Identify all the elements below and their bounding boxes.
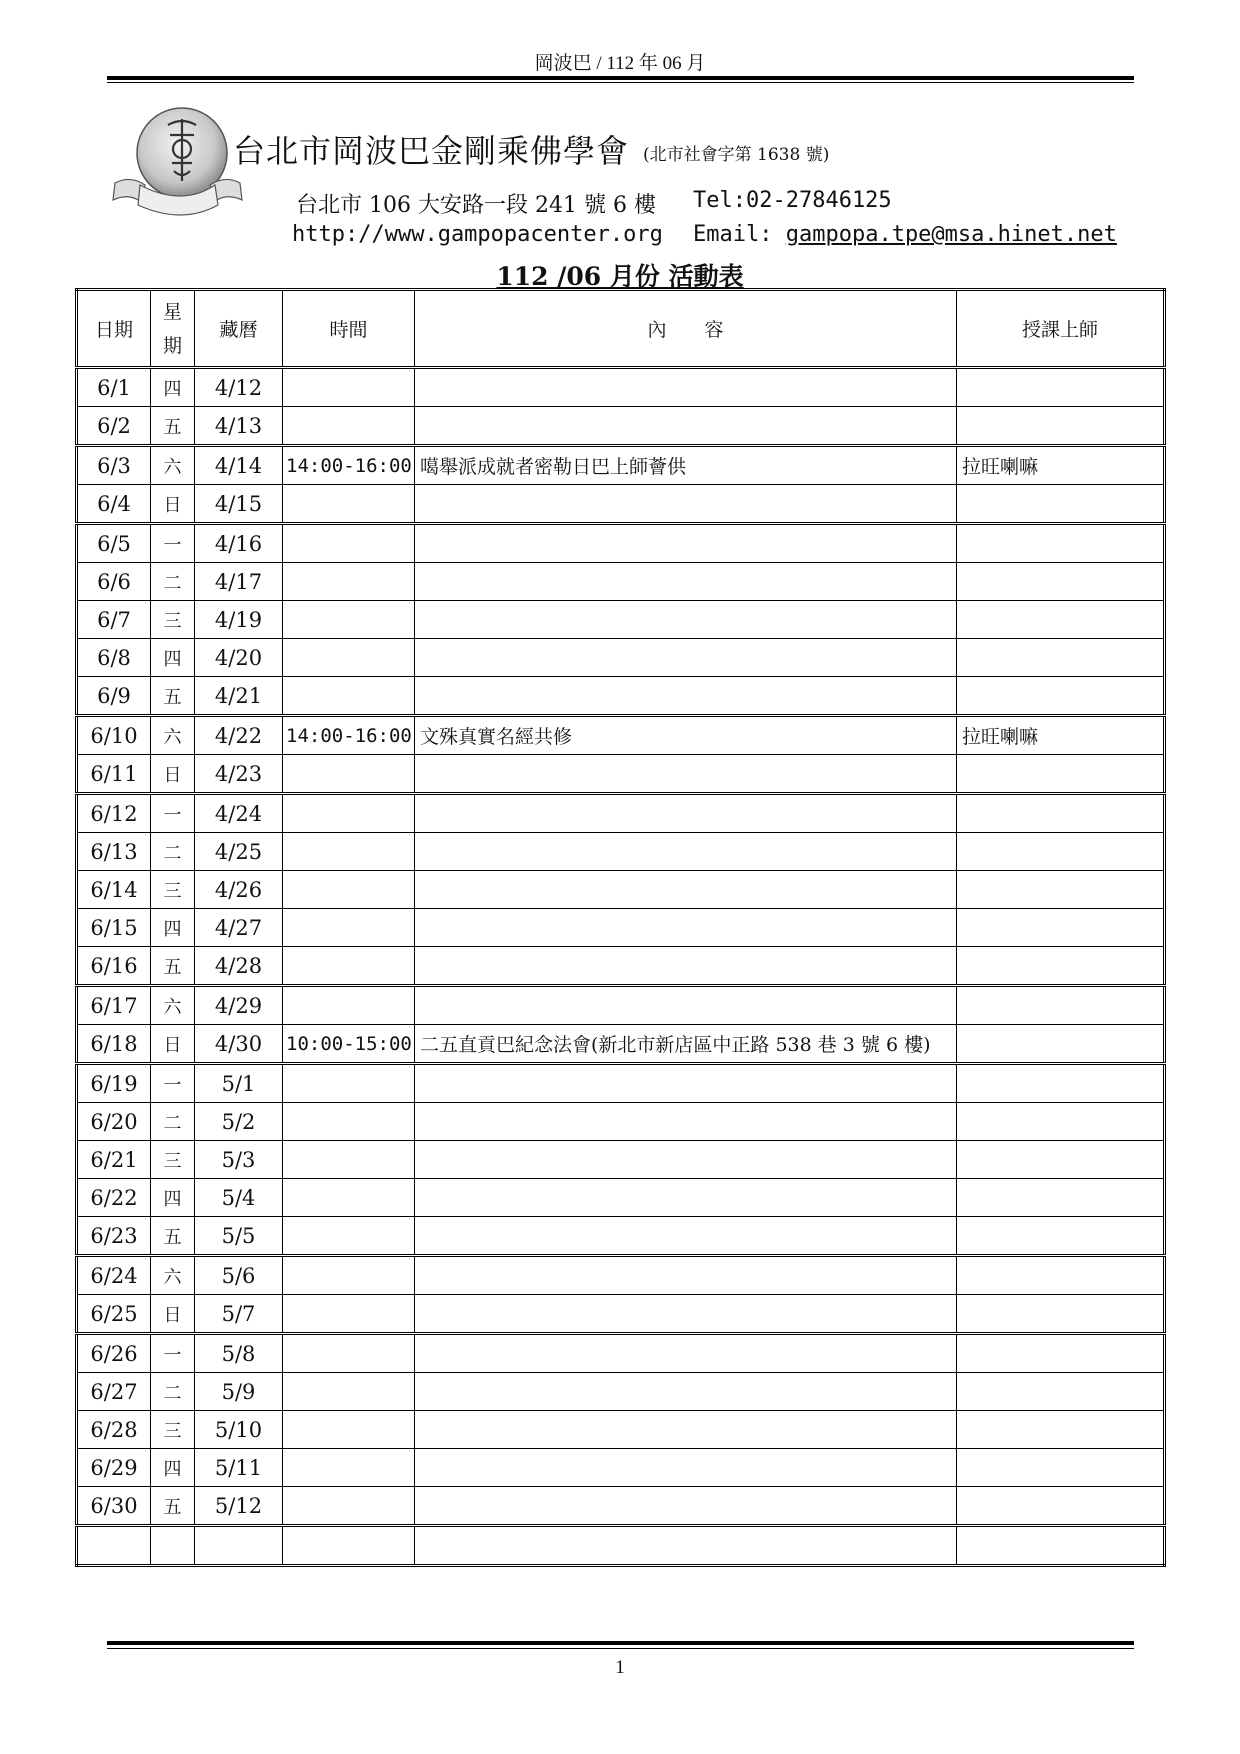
cell-time xyxy=(283,485,415,524)
table-row xyxy=(77,1526,1165,1566)
cell-date: 6/16 xyxy=(77,947,151,986)
cell-content xyxy=(415,833,957,871)
cell-content xyxy=(415,1526,957,1566)
cell-teacher xyxy=(957,1449,1165,1487)
cell-content xyxy=(415,1449,957,1487)
cell-content xyxy=(415,639,957,677)
cell-time xyxy=(283,986,415,1025)
cell-content xyxy=(415,1295,957,1334)
cell-teacher xyxy=(957,1373,1165,1411)
cell-time xyxy=(283,1411,415,1449)
cell-weekday: 二 xyxy=(151,833,195,871)
header-weekday-top: 星 xyxy=(162,300,182,323)
table-row xyxy=(77,986,1165,1025)
cell-date: 6/25 xyxy=(77,1295,151,1334)
cell-content xyxy=(415,563,957,601)
cell-weekday: 日 xyxy=(151,755,195,794)
cell-lunar: 5/5 xyxy=(195,1217,283,1256)
cell-time xyxy=(283,407,415,446)
organization-address: 台北市 106 大安路一段 241 號 6 樓 xyxy=(296,193,656,218)
cell-teacher: 拉旺喇嘛 xyxy=(957,446,1165,485)
cell-teacher xyxy=(957,485,1165,524)
header-time: 時間 xyxy=(283,290,415,368)
cell-lunar: 4/27 xyxy=(195,909,283,947)
cell-content xyxy=(415,1064,957,1103)
cell-content xyxy=(415,1103,957,1141)
cell-weekday: 一 xyxy=(151,524,195,563)
cell-weekday: 二 xyxy=(151,1373,195,1411)
organization-website-link[interactable]: http://www.gampopacenter.org xyxy=(292,222,663,247)
cell-time: 14:00-16:00 xyxy=(283,716,415,755)
cell-content: 文殊真實名經共修 xyxy=(415,716,957,755)
cell-content xyxy=(415,1217,957,1256)
header-rule-thin xyxy=(107,82,1134,83)
cell-date: 6/30 xyxy=(77,1487,151,1526)
table-row xyxy=(77,368,1165,407)
table-row xyxy=(77,1217,1165,1256)
cell-date: 6/7 xyxy=(77,601,151,639)
cell-date: 6/2 xyxy=(77,407,151,446)
email-link[interactable]: gampopa.tpe@msa.hinet.net xyxy=(785,222,1117,247)
table-row xyxy=(77,794,1165,833)
header-rule xyxy=(107,76,1134,80)
cell-weekday: 二 xyxy=(151,563,195,601)
cell-date: 6/24 xyxy=(77,1256,151,1295)
cell-date: 6/27 xyxy=(77,1373,151,1411)
header-lunar: 藏曆 xyxy=(195,290,283,368)
activity-schedule-table xyxy=(75,288,1166,1567)
cell-content xyxy=(415,1411,957,1449)
cell-lunar: 4/30 xyxy=(195,1025,283,1064)
table-row xyxy=(77,1179,1165,1217)
cell-weekday: 四 xyxy=(151,909,195,947)
cell-content xyxy=(415,1373,957,1411)
cell-time xyxy=(283,1334,415,1373)
cell-content xyxy=(415,524,957,563)
cell-lunar: 5/7 xyxy=(195,1295,283,1334)
footer-rule xyxy=(107,1641,1134,1645)
cell-teacher xyxy=(957,794,1165,833)
table-row xyxy=(77,601,1165,639)
cell-weekday: 三 xyxy=(151,871,195,909)
cell-content xyxy=(415,909,957,947)
cell-weekday: 日 xyxy=(151,1025,195,1064)
cell-time xyxy=(283,1449,415,1487)
header-teacher: 授課上師 xyxy=(957,290,1165,368)
cell-teacher: 拉旺喇嘛 xyxy=(957,716,1165,755)
cell-date: 6/10 xyxy=(77,716,151,755)
cell-teacher xyxy=(957,833,1165,871)
table-row xyxy=(77,871,1165,909)
cell-content xyxy=(415,677,957,716)
header-weekday-bottom: 期 xyxy=(162,334,182,357)
cell-lunar: 4/29 xyxy=(195,986,283,1025)
cell-time xyxy=(283,1141,415,1179)
cell-teacher xyxy=(957,1217,1165,1256)
cell-time xyxy=(283,833,415,871)
cell-time xyxy=(283,368,415,407)
header-date: 日期 xyxy=(77,290,151,368)
cell-content xyxy=(415,601,957,639)
running-header: 岡波巴 / 112 年 06 月 xyxy=(534,53,706,74)
cell-content: 噶舉派成就者密勒日巴上師薈供 xyxy=(415,446,957,485)
table-row xyxy=(77,1064,1165,1103)
table-row xyxy=(77,755,1165,794)
cell-lunar: 5/12 xyxy=(195,1487,283,1526)
cell-teacher xyxy=(957,1064,1165,1103)
cell-time xyxy=(283,1064,415,1103)
cell-date: 6/12 xyxy=(77,794,151,833)
cell-date: 6/11 xyxy=(77,755,151,794)
cell-teacher xyxy=(957,986,1165,1025)
cell-teacher xyxy=(957,1487,1165,1526)
table-row xyxy=(77,677,1165,716)
cell-weekday: 四 xyxy=(151,639,195,677)
cell-lunar: 5/4 xyxy=(195,1179,283,1217)
table-row xyxy=(77,1411,1165,1449)
table-row xyxy=(77,639,1165,677)
table-row xyxy=(77,1025,1165,1064)
table-row xyxy=(77,716,1165,755)
cell-weekday xyxy=(151,1526,195,1566)
cell-time xyxy=(283,1295,415,1334)
cell-content xyxy=(415,485,957,524)
organization-email xyxy=(693,222,1117,247)
cell-date: 6/9 xyxy=(77,677,151,716)
cell-date: 6/3 xyxy=(77,446,151,485)
email-label: Email: xyxy=(693,222,773,247)
cell-time xyxy=(283,947,415,986)
cell-date: 6/26 xyxy=(77,1334,151,1373)
cell-time xyxy=(283,1526,415,1566)
cell-lunar: 4/12 xyxy=(195,368,283,407)
table-row xyxy=(77,1449,1165,1487)
cell-time xyxy=(283,524,415,563)
cell-date: 6/22 xyxy=(77,1179,151,1217)
document-title: 112 /06 月份 活動表 xyxy=(496,262,744,291)
organization-tel: Tel:02-27846125 xyxy=(693,188,892,213)
cell-time xyxy=(283,639,415,677)
header-weekday xyxy=(151,290,195,368)
cell-weekday: 四 xyxy=(151,1179,195,1217)
cell-lunar: 5/11 xyxy=(195,1449,283,1487)
cell-lunar: 5/9 xyxy=(195,1373,283,1411)
dharma-seal-logo-icon xyxy=(110,105,245,225)
cell-teacher xyxy=(957,947,1165,986)
table-row xyxy=(77,407,1165,446)
cell-content xyxy=(415,1256,957,1295)
cell-weekday: 六 xyxy=(151,446,195,485)
cell-lunar: 5/6 xyxy=(195,1256,283,1295)
cell-lunar: 4/19 xyxy=(195,601,283,639)
cell-teacher xyxy=(957,1411,1165,1449)
cell-lunar: 4/15 xyxy=(195,485,283,524)
cell-content xyxy=(415,986,957,1025)
cell-date: 6/13 xyxy=(77,833,151,871)
cell-lunar: 4/28 xyxy=(195,947,283,986)
cell-content: 二五直貢巴紀念法會(新北市新店區中正路 538 巷 3 號 6 樓) xyxy=(415,1025,957,1064)
cell-date: 6/23 xyxy=(77,1217,151,1256)
cell-teacher xyxy=(957,524,1165,563)
cell-content xyxy=(415,368,957,407)
cell-lunar: 5/8 xyxy=(195,1334,283,1373)
cell-teacher xyxy=(957,639,1165,677)
cell-time xyxy=(283,871,415,909)
cell-weekday: 三 xyxy=(151,601,195,639)
cell-date: 6/19 xyxy=(77,1064,151,1103)
cell-weekday: 五 xyxy=(151,677,195,716)
table-row xyxy=(77,1487,1165,1526)
cell-time xyxy=(283,1217,415,1256)
cell-teacher xyxy=(957,563,1165,601)
table-header-row xyxy=(77,290,1165,368)
cell-teacher xyxy=(957,1334,1165,1373)
cell-lunar: 4/14 xyxy=(195,446,283,485)
cell-weekday: 四 xyxy=(151,368,195,407)
cell-date: 6/17 xyxy=(77,986,151,1025)
table-row xyxy=(77,909,1165,947)
cell-teacher xyxy=(957,1025,1165,1064)
table-row xyxy=(77,1141,1165,1179)
cell-teacher xyxy=(957,1295,1165,1334)
cell-lunar: 4/24 xyxy=(195,794,283,833)
cell-weekday: 六 xyxy=(151,716,195,755)
cell-time: 10:00-15:00 xyxy=(283,1025,415,1064)
table-row xyxy=(77,947,1165,986)
table-row xyxy=(77,446,1165,485)
cell-date: 6/28 xyxy=(77,1411,151,1449)
cell-time xyxy=(283,794,415,833)
cell-date: 6/5 xyxy=(77,524,151,563)
cell-date: 6/6 xyxy=(77,563,151,601)
cell-time xyxy=(283,601,415,639)
cell-weekday: 三 xyxy=(151,1411,195,1449)
cell-date: 6/14 xyxy=(77,871,151,909)
table-row xyxy=(77,833,1165,871)
cell-lunar: 4/22 xyxy=(195,716,283,755)
cell-time xyxy=(283,755,415,794)
cell-time: 14:00-16:00 xyxy=(283,446,415,485)
table-row xyxy=(77,563,1165,601)
cell-time xyxy=(283,677,415,716)
cell-lunar: 5/3 xyxy=(195,1141,283,1179)
cell-teacher xyxy=(957,601,1165,639)
cell-weekday: 日 xyxy=(151,485,195,524)
table-row xyxy=(77,1334,1165,1373)
cell-lunar: 4/25 xyxy=(195,833,283,871)
cell-teacher xyxy=(957,1141,1165,1179)
cell-weekday: 一 xyxy=(151,1334,195,1373)
table-row xyxy=(77,1256,1165,1295)
cell-content xyxy=(415,794,957,833)
cell-date: 6/20 xyxy=(77,1103,151,1141)
cell-weekday: 日 xyxy=(151,1295,195,1334)
cell-content xyxy=(415,871,957,909)
cell-date: 6/15 xyxy=(77,909,151,947)
cell-weekday: 五 xyxy=(151,1487,195,1526)
cell-date: 6/18 xyxy=(77,1025,151,1064)
cell-teacher xyxy=(957,368,1165,407)
cell-teacher xyxy=(957,1256,1165,1295)
cell-time xyxy=(283,563,415,601)
cell-content xyxy=(415,1334,957,1373)
cell-lunar: 4/21 xyxy=(195,677,283,716)
cell-teacher xyxy=(957,1526,1165,1566)
organization-registration: (北市社會字第 1638 號) xyxy=(643,145,830,165)
cell-teacher xyxy=(957,407,1165,446)
table-row xyxy=(77,1103,1165,1141)
cell-weekday: 五 xyxy=(151,407,195,446)
cell-content xyxy=(415,1141,957,1179)
cell-time xyxy=(283,1256,415,1295)
organization-name: 台北市岡波巴金剛乘佛學會 xyxy=(233,132,630,170)
cell-weekday: 五 xyxy=(151,947,195,986)
cell-time xyxy=(283,1373,415,1411)
cell-lunar: 4/20 xyxy=(195,639,283,677)
cell-lunar xyxy=(195,1526,283,1566)
cell-teacher xyxy=(957,1179,1165,1217)
cell-date: 6/8 xyxy=(77,639,151,677)
table-row xyxy=(77,1373,1165,1411)
cell-lunar: 4/23 xyxy=(195,755,283,794)
cell-weekday: 三 xyxy=(151,1141,195,1179)
cell-content xyxy=(415,947,957,986)
cell-time xyxy=(283,1487,415,1526)
cell-teacher xyxy=(957,755,1165,794)
cell-content xyxy=(415,1179,957,1217)
page-number: 1 xyxy=(615,1657,625,1678)
cell-lunar: 5/10 xyxy=(195,1411,283,1449)
cell-teacher xyxy=(957,871,1165,909)
cell-time xyxy=(283,1179,415,1217)
table-row xyxy=(77,524,1165,563)
cell-lunar: 4/17 xyxy=(195,563,283,601)
cell-teacher xyxy=(957,677,1165,716)
cell-weekday: 一 xyxy=(151,794,195,833)
cell-lunar: 5/2 xyxy=(195,1103,283,1141)
cell-date: 6/4 xyxy=(77,485,151,524)
cell-date xyxy=(77,1526,151,1566)
footer-rule-thin xyxy=(107,1648,1134,1649)
cell-date: 6/1 xyxy=(77,368,151,407)
cell-lunar: 4/13 xyxy=(195,407,283,446)
table-row xyxy=(77,1295,1165,1334)
header-content: 內 容 xyxy=(415,290,957,368)
cell-lunar: 4/26 xyxy=(195,871,283,909)
cell-content xyxy=(415,1487,957,1526)
cell-time xyxy=(283,909,415,947)
cell-weekday: 六 xyxy=(151,986,195,1025)
cell-time xyxy=(283,1103,415,1141)
cell-content xyxy=(415,755,957,794)
cell-weekday: 五 xyxy=(151,1217,195,1256)
table-row xyxy=(77,485,1165,524)
cell-weekday: 六 xyxy=(151,1256,195,1295)
cell-weekday: 一 xyxy=(151,1064,195,1103)
cell-date: 6/29 xyxy=(77,1449,151,1487)
cell-content xyxy=(415,407,957,446)
cell-date: 6/21 xyxy=(77,1141,151,1179)
cell-weekday: 四 xyxy=(151,1449,195,1487)
cell-teacher xyxy=(957,909,1165,947)
cell-teacher xyxy=(957,1103,1165,1141)
cell-weekday: 二 xyxy=(151,1103,195,1141)
cell-lunar: 4/16 xyxy=(195,524,283,563)
cell-lunar: 5/1 xyxy=(195,1064,283,1103)
